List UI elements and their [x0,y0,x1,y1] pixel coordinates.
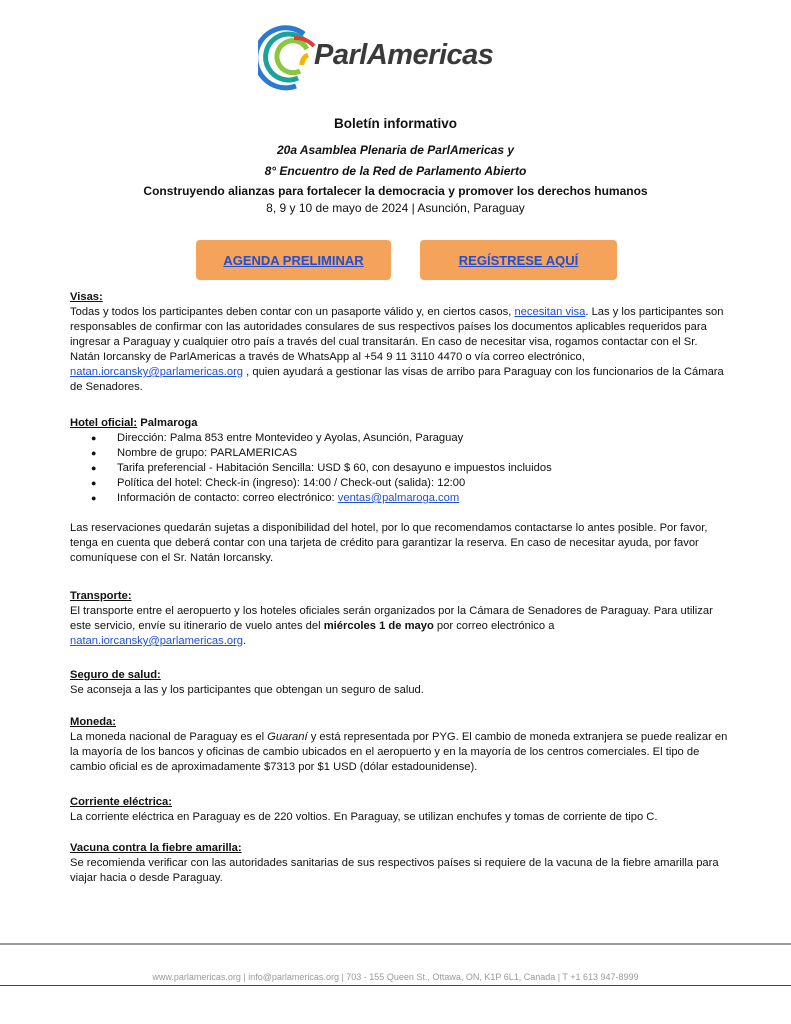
vaccine-heading: Vacuna contra la fiebre amarilla: [70,842,242,854]
visa-link[interactable]: necesitan visa [514,306,586,318]
network-meeting-title: 8° Encuentro de la Red de Parlamento Abierto [264,164,527,178]
transport-section [70,589,730,649]
health-text: Se aconseja a las y los participantes que obtengan un seguro de salud. [70,684,424,696]
list-item: ● Política del hotel: Check-in (ingreso): 14:00 / Check-out (salida): 12:00 [70,476,730,491]
health-heading: Seguro de salud: [70,669,161,681]
list-item: ● Tarifa preferencial - Habitación Sencilla: USD $ 60, con desayuno e impuestos incluidos [70,461,730,476]
hotel-heading-line [70,416,730,431]
visas-section [70,290,730,395]
footer-bottom-divider [0,985,791,986]
footer-contact: www.parlamericas.org | info@parlamericas.org | 703 - 155 Queen St., Ottawa, ON, K1P 6L1, Canada | T +1 613 947-8999 [152,972,639,982]
currency-name: Guaraní [267,731,308,743]
vaccine-section [70,841,730,886]
assembly-title: 20a Asamblea Plenaria de ParlAmericas y [276,143,515,157]
list-item: ● Dirección: Palma 853 entre Montevideo y Ayolas, Asunción, Paraguay [70,431,730,446]
list-item: ● Nombre de grupo: PARLAMERICAS [70,446,730,461]
currency-heading: Moneda: [70,716,116,728]
parlamericas-logo [258,16,528,96]
currency-text-part: y está representada por PYG. El cambio de moneda extranjera se puede realizar en la mayoría de los bancos y oficinas de cambio ubicados en el aeropuerto y en la mayoría de los centros comerciales. El tipo de cambio oficial es de aproximadamente $7313 por $1 USD (dólar estadounidense). [70,731,728,773]
power-text: La corriente eléctrica en Paraguay es de 220 voltios. En Paraguay, se utilizan enchufes y tomas de corriente de tipo C. [70,811,658,823]
currency-section [70,715,730,775]
visas-text-part: Todas y todos los participantes deben contar con un pasaporte válido y, en ciertos casos, [70,306,515,318]
hotel-email-link[interactable]: ventas@palmaroga.com [337,492,460,504]
reservation-note: Las reservaciones quedarán sujetas a disponibilidad del hotel, por lo que recomendamos contactarse lo antes posible. Por favor, tenga en cuenta que deberá contar con una tarjeta de crédito para garantizar la reserva. En caso de necesitar ayuda, por favor comuníquese con el Sr. Natán Iorcansky. [70,522,708,564]
hotel-heading: Hotel oficial: [70,417,138,429]
bulletin-title: Boletín informativo [333,116,457,131]
hotel-details-list [70,431,730,506]
footer-divider [0,943,791,945]
power-heading: Corriente eléctrica: [70,796,172,808]
transport-text-part: . [243,635,247,647]
currency-text [70,730,730,775]
register-button[interactable]: REGÍSTRESE AQUÍ [420,240,617,280]
transport-text-part: El transporte entre el aeropuerto y los hoteles oficiales serán organizados por la Cámara de Senadores de Paraguay. Para utilizar este servicio, envíe su itinerario de vuelo antes del [70,605,713,632]
list-item [70,491,730,506]
transport-email-link[interactable]: natan.iorcansky@parlamericas.org [70,635,244,647]
visas-text-part: . Las y los participantes son responsables de confirmar con las autoridades consulares de sus respectivos países los documentos aplicables requeridos para ingresar a Paraguay y cualquier otro país a través del cual transitarán. En caso de necesitar visa, rogamos contactar con el Sr. Natán Iorcansky de ParlAmericas a través de WhatsApp al +54 9 11 3110 4470 o vía correo electrónico, [70,306,724,363]
event-date-location: 8, 9 y 10 de mayo de 2024 | Asunción, Paraguay [266,201,525,215]
agenda-button[interactable]: AGENDA PRELIMINAR [196,240,391,280]
power-section [70,795,730,825]
health-section [70,668,730,698]
transport-text-part: por correo electrónico a [433,620,555,632]
transport-text [70,604,730,649]
currency-text-part: La moneda nacional de Paraguay es el [70,731,268,743]
visas-text-part: , quien ayudará a gestionar las visas de arribo para Paraguay con los funcionarios de la Cámara de Senadores. [70,366,724,393]
hotel-name: Palmaroga [137,417,198,429]
visa-contact-email-link[interactable]: natan.iorcansky@parlamericas.org [70,366,244,378]
visas-text [70,305,730,395]
contact-label: Información de contacto: correo electrónico: [117,492,338,504]
transport-deadline: miércoles 1 de mayo [323,620,434,632]
transport-heading: Transporte: [70,590,132,602]
vaccine-text: Se recomienda verificar con las autoridades sanitarias de sus respectivos países si requiere de la vacuna de la fiebre amarilla para viajar hacia o desde Paraguay. [70,857,719,884]
event-theme: Construyendo alianzas para fortalecer la democracia y promover los derechos humanos [143,184,648,198]
visas-heading: Visas: [70,291,103,303]
hotel-section [70,416,730,566]
logo-text: ParlAmericas [314,39,494,71]
